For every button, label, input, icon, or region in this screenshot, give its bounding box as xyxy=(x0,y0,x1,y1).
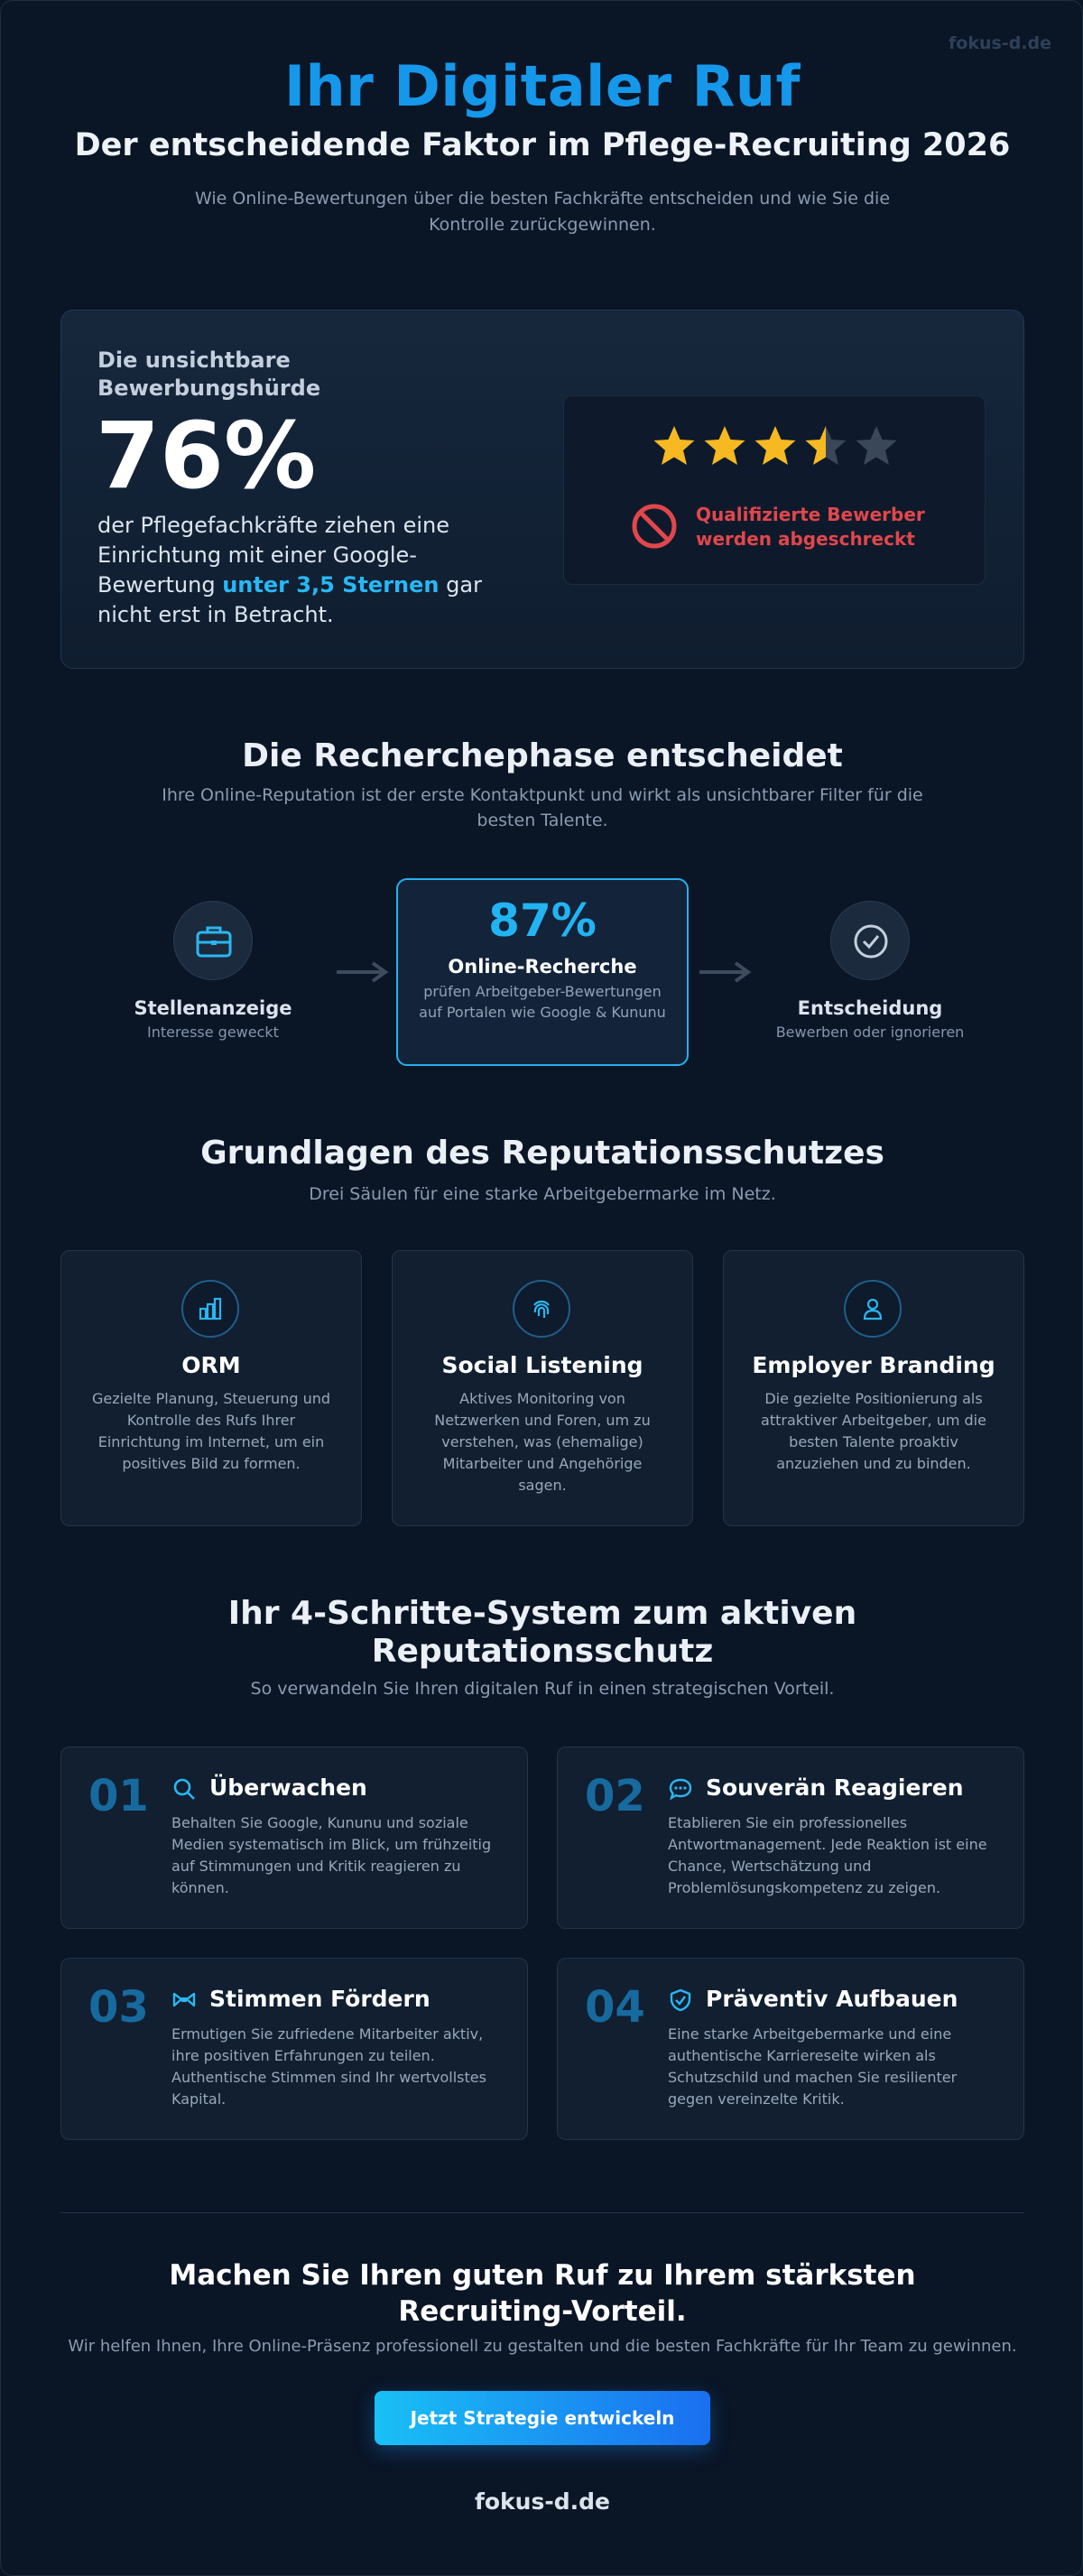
check-circle-icon xyxy=(851,922,891,961)
step-number: 04 xyxy=(585,1982,645,2033)
pillar-social-icon-circle xyxy=(513,1280,570,1338)
pillar-branding-icon-circle xyxy=(844,1280,902,1338)
search-icon xyxy=(171,1776,197,1802)
pillar-social-text: Aktives Monitoring von Netzwerken und Foren, um zu verstehen, was (ehemalige) Mitarbeiter und Angehörige sagen. xyxy=(434,1390,651,1494)
cta-subtitle: Wir helfen Ihnen, Ihre Online-Präsenz professionell zu gestalten und die besten Fachkräfte für Ihr Team zu gewinnen. xyxy=(68,2337,1017,2356)
hero-eyebrow: Die unsichtbare Bewerbungshürde xyxy=(97,347,321,401)
arrow-right-icon xyxy=(698,959,752,985)
warning-row xyxy=(629,499,954,553)
research-subtitle: Ihre Online-Reputation ist der erste Kontaktpunkt und wirkt als unsichtbarer Filter für die besten Talente. xyxy=(162,785,923,830)
hero-card xyxy=(60,310,1024,669)
user-icon xyxy=(860,1296,885,1321)
hero-text-before: der Pflegefachkräfte ziehen eine Einrichtung mit einer Google-Bewertung xyxy=(97,513,449,598)
rating-panel xyxy=(563,395,986,585)
step-card-ueberwachen xyxy=(60,1747,528,1929)
system-title: Ihr 4-Schritte-System zum aktiven Reputationsschutz xyxy=(227,1595,857,1670)
recherche-label: Online-Recherche xyxy=(448,956,637,978)
research-title: Die Recherchephase entscheidet xyxy=(242,737,843,774)
step-title: Souverän Reagieren xyxy=(706,1774,964,1801)
star-half-icon xyxy=(803,423,848,468)
step-online-recherche xyxy=(396,878,689,1066)
page-title: Ihr Digitaler Ruf xyxy=(283,53,801,119)
hero-stat-text xyxy=(97,511,504,630)
step-text: Ermutigen Sie zufriedene Mitarbeiter aktiv, ihre positiven Erfahrungen zu teilen. Authentische Stimmen sind Ihr wertvollstes Kapital. xyxy=(171,2025,486,2108)
system-subtitle: So verwandeln Sie Ihren digitalen Ruf in einen strategischen Vorteil. xyxy=(250,1679,835,1699)
step-title: Präventiv Aufbauen xyxy=(706,1986,958,2012)
step-stellenanzeige-label: Stellenanzeige xyxy=(134,997,292,1019)
step-card-aufbauen xyxy=(557,1958,1024,2140)
cta-title: Machen Sie Ihren guten Ruf zu Ihrem stärksten Recruiting-Vorteil. xyxy=(169,2259,916,2328)
page-intro: Wie Online-Bewertungen über die besten Fachkräfte entscheiden und wie Sie die Kontrolle zurückgewinnen. xyxy=(194,189,891,235)
step-stellenanzeige-circle xyxy=(173,901,253,980)
section-divider xyxy=(60,2212,1024,2213)
pillar-orm-text: Gezielte Planung, Steuerung und Kontrolle des Rufs Ihrer Einrichtung im Internet, um ein positives Bild zu formen. xyxy=(91,1390,331,1472)
pillar-branding-text: Die gezielte Positionierung als attraktiver Arbeitgeber, um die besten Talente proaktiv anzuziehen und zu binden. xyxy=(761,1390,986,1472)
step-text: Behalten Sie Google, Kununu und soziale Medien systematisch im Blick, um frühzeitig auf Stimmungen und Kritik reagieren zu können. xyxy=(171,1814,492,1896)
cta-button[interactable]: Jetzt Strategie entwickeln xyxy=(375,2391,710,2445)
hero-text-after: gar nicht erst in Betracht. xyxy=(97,572,482,627)
watermark: fokus-d.de xyxy=(949,33,1051,53)
pillar-orm-title: ORM xyxy=(181,1352,241,1378)
step-entscheidung-circle xyxy=(830,901,910,980)
step-entscheidung-label: Entscheidung xyxy=(797,997,943,1019)
footer-brand: fokus-d.de xyxy=(475,2488,610,2515)
step-number: 03 xyxy=(88,1982,149,2033)
recherche-stat-value: 87% xyxy=(488,894,597,947)
pillars-title: Grundlagen des Reputationsschutzes xyxy=(200,1135,884,1172)
pillars-subtitle: Drei Säulen für eine starke Arbeitgebermarke im Netz. xyxy=(309,1184,776,1204)
hero-stat-value: 76% xyxy=(96,403,317,510)
prohibited-icon xyxy=(629,501,680,551)
step-card-foerdern xyxy=(60,1958,528,2140)
star-full-icon xyxy=(702,423,747,468)
chat-bubble-icon xyxy=(668,1776,693,1802)
star-rating xyxy=(564,423,986,472)
shield-check-icon xyxy=(668,1988,693,2013)
pillar-orm-icon-circle xyxy=(181,1280,239,1338)
step-stellenanzeige-desc: Interesse geweckt xyxy=(147,1024,279,1041)
bow-tie-icon xyxy=(171,1988,197,2013)
pillar-social-listening xyxy=(392,1250,693,1526)
step-text: Eine starke Arbeitgebermarke und eine authentische Karriereseite wirken als Schutzschild und machen Sie resilienter gegen vereinzelte Kritik. xyxy=(668,2025,958,2108)
star-full-icon xyxy=(753,423,798,468)
hero-text-highlight: unter 3,5 Sternen xyxy=(222,572,440,598)
arrow-right-icon xyxy=(335,959,389,985)
star-empty-icon xyxy=(854,423,899,468)
step-entscheidung-desc: Bewerben oder ignorieren xyxy=(775,1024,965,1041)
bar-chart-icon xyxy=(198,1296,223,1321)
pillar-orm xyxy=(60,1250,362,1526)
recherche-desc: prüfen Arbeitgeber-Bewertungen auf Portalen wie Google & Kununu xyxy=(419,983,666,1021)
step-title: Überwachen xyxy=(209,1774,367,1801)
step-number: 01 xyxy=(88,1771,149,1821)
warning-text: Qualifizierte Bewerber werden abgeschreckt xyxy=(696,504,925,550)
pillar-social-title: Social Listening xyxy=(441,1352,643,1378)
step-text: Etablieren Sie ein professionelles Antwortmanagement. Jede Reaktion ist eine Chance, Wertschätzung und Problemlösungskompetenz zu zeigen. xyxy=(668,1814,987,1896)
page-subtitle: Der entscheidende Faktor im Pflege-Recruiting 2026 xyxy=(74,127,1011,163)
step-number: 02 xyxy=(585,1771,645,1821)
pillar-employer-branding xyxy=(723,1250,1024,1526)
step-title: Stimmen Fördern xyxy=(209,1986,430,2012)
fingerprint-icon xyxy=(529,1296,554,1321)
briefcase-icon xyxy=(194,922,234,961)
step-card-reagieren xyxy=(557,1747,1024,1929)
star-full-icon xyxy=(652,423,697,468)
pillar-branding-title: Employer Branding xyxy=(752,1352,995,1378)
